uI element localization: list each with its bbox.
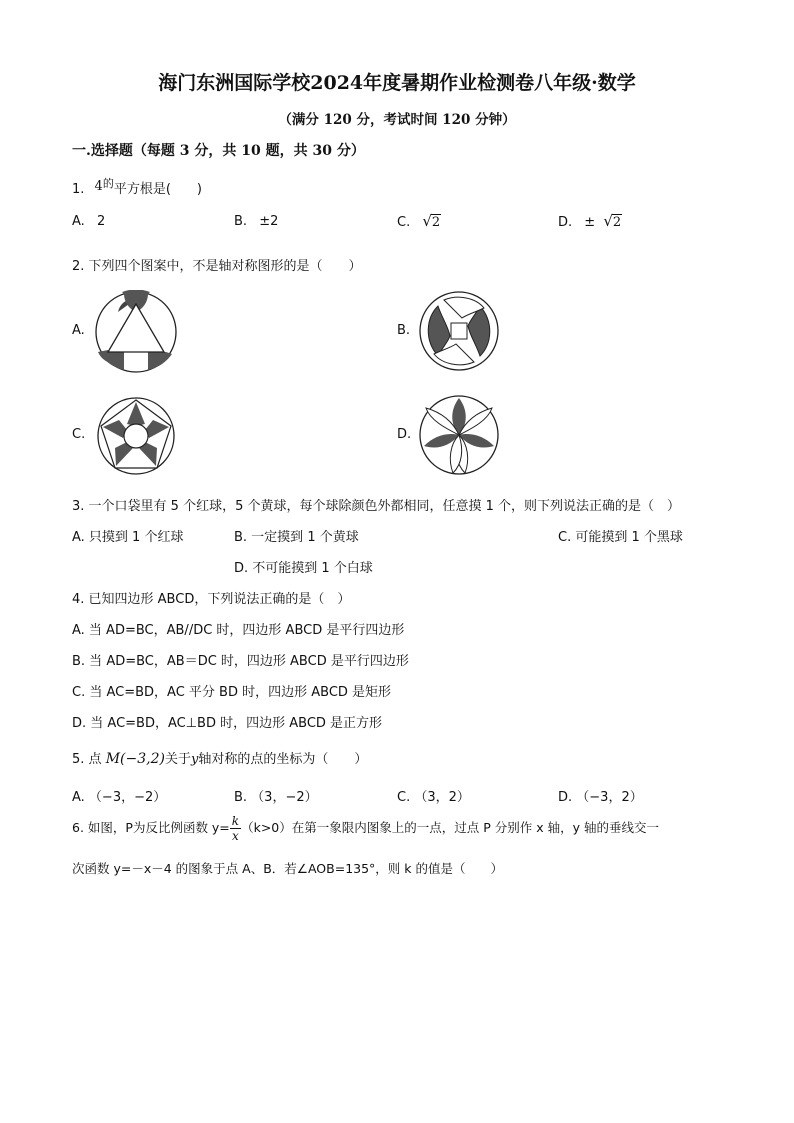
q1-option-c[interactable]: C. √2 <box>397 212 441 230</box>
q4-option-a[interactable]: A. 当 AD=BC，AB//DC 时，四边形 ABCD 是平行四边形 <box>72 623 405 638</box>
q2-option-d-label[interactable]: D. <box>397 427 412 442</box>
q2-option-c-label[interactable]: C. <box>72 427 86 442</box>
page-title: 海门东洲国际学校2024年度暑期作业检测卷八年级·数学 <box>158 72 636 94</box>
q5-option-c[interactable]: C. （3，2） <box>397 790 470 805</box>
math-base: 4 <box>94 179 103 194</box>
question-3: 3. 一个口袋里有 5 个红球，5 个黄球，每个球除颜色外都相同，任意摸 1 个，则下列说法正确的是（ ） <box>72 499 681 514</box>
question-number: 1. <box>72 182 85 197</box>
sqrt-expression: √2 <box>603 212 622 230</box>
figure-d-petal-flower <box>418 394 500 476</box>
exam-info: （满分 120 分，考试时间 120 分钟） <box>278 112 516 128</box>
q5-option-b[interactable]: B. （3，−2） <box>234 790 318 805</box>
figure-a-circle-triangle <box>94 290 178 374</box>
q1-option-a[interactable]: A. 2 <box>72 214 106 229</box>
q2-option-b-label[interactable]: B. <box>397 323 411 338</box>
question-2: 2. 下列四个图案中，不是轴对称图形的是（ ） <box>72 259 362 274</box>
q1-option-d[interactable]: D. ± √2 <box>558 212 622 230</box>
q5-option-a[interactable]: A. （−3，−2） <box>72 790 167 805</box>
figure-c-star-flower <box>93 396 179 476</box>
q3-option-b[interactable]: B. 一定摸到 1 个黄球 <box>234 530 359 545</box>
question-4: 4. 已知四边形 ABCD，下列说法正确的是（ ） <box>72 592 351 607</box>
q3-option-d[interactable]: D. 不可能摸到 1 个白球 <box>234 561 373 576</box>
section-heading: 一.选择题（每题 3 分，共 10 题，共 30 分） <box>72 143 365 159</box>
q2-option-a-label[interactable]: A. <box>72 323 85 338</box>
q1-option-b[interactable]: B. ±2 <box>234 214 279 229</box>
question-6-line-2: 次函数 y=－x－4 的图象于点 A、B．若∠AOB=135°，则 k 的值是（ ） <box>72 861 503 876</box>
question-1 <box>72 178 202 197</box>
figure-b-circle-swirl <box>418 290 500 372</box>
question-text: 平方根是( ) <box>113 182 202 197</box>
math-de: 的 <box>102 177 114 190</box>
q5-option-d[interactable]: D. （−3，2） <box>558 790 643 805</box>
q3-option-a[interactable]: A. 只摸到 1 个红球 <box>72 530 184 545</box>
question-5: 5. 点 M(−3,2)关于y轴对称的点的坐标为（ ） <box>72 751 368 767</box>
sqrt-expression: √2 <box>422 212 441 230</box>
fraction-k-over-x: $\frac{k}{x}$ <box>231 814 240 843</box>
q4-option-b[interactable]: B. 当 AD=BC，AB＝DC 时，四边形 ABCD 是平行四边形 <box>72 654 409 669</box>
axis-y: y <box>190 752 199 767</box>
q3-option-c[interactable]: C. 可能摸到 1 个黑球 <box>558 530 683 545</box>
q4-option-d[interactable]: D. 当 AC=BD，AC⊥BD 时，四边形 ABCD 是正方形 <box>72 716 383 731</box>
question-6: 6. 如图，P为反比例函数 y= $\frac{k}{x}$ （k>0）在第一象限内图象上的一点，过点 P 分别作 x 轴，y 轴的垂线交一 <box>72 814 659 843</box>
q4-option-c[interactable]: C. 当 AC=BD，AC 平分 BD 时，四边形 ABCD 是矩形 <box>72 685 392 700</box>
point-m: M(−3,2) <box>105 751 165 767</box>
